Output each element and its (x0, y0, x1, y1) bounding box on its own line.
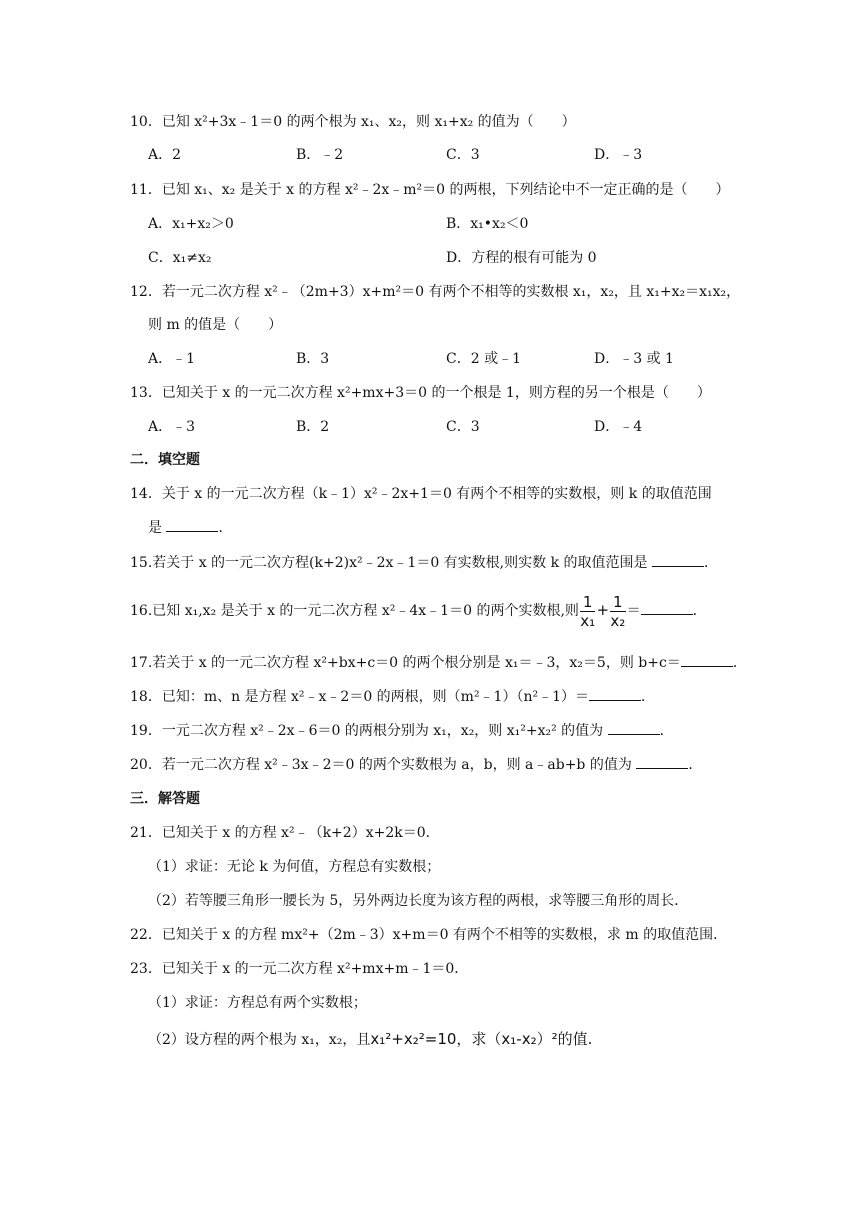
q12-option-a: A．﹣1 (148, 351, 196, 367)
q13-option-c: C．3 (446, 419, 480, 435)
q10-option-d: D．﹣3 (594, 147, 643, 163)
q12-option-d: D．﹣3 或 1 (594, 351, 674, 367)
question-18 (130, 687, 655, 707)
q16-fraction-2 (610, 593, 626, 630)
q16-numerator-2: 1 (610, 593, 626, 612)
q14-line2-text: 是 (148, 520, 162, 536)
q11-option-d: D．方程的根有可能为 0 (446, 250, 597, 266)
q12-option-c: C．2 或﹣1 (446, 351, 521, 367)
q18-text: 18．已知：m、n 是方程 x²﹣x﹣2＝0 的两根，则（m²﹣1）（n²﹣1）＝ (130, 689, 590, 705)
question-23-part2 (148, 1029, 592, 1050)
question-13-stem: 13．已知关于 x 的一元二次方程 x²+mx+3＝0 的一个根是 1，则方程的另一个根是（ ） (130, 385, 711, 401)
q10-option-b: B．﹣2 (296, 147, 344, 163)
q13-option-b: B．2 (296, 419, 330, 435)
q16-text: 16.已知 x₁,x₂ 是关于 x 的一元二次方程 x²﹣4x﹣1＝0 的两个实数根,则 (130, 603, 579, 619)
q20-text: 20．若一元二次方程 x²﹣3x﹣2＝0 的两个实数根为 a，b，则 a﹣ab+b 的值为 (130, 757, 632, 773)
q10-option-a: A．2 (148, 147, 182, 163)
q19-text: 19．一元二次方程 x²﹣2x﹣6＝0 的两根分别为 x₁，x₂，则 x₁²+x₂² 的值为 (130, 723, 604, 739)
q12-option-b: B．3 (296, 351, 330, 367)
q23-part2-formula: x₁²+x₂²=10，求（x₁-x₂）²的值. (370, 1030, 593, 1048)
q14-answer-blank (166, 519, 218, 532)
q20-answer-blank (636, 756, 688, 769)
q11-option-a: A．x₁+x₂＞0 (148, 216, 234, 232)
q18-answer-blank (589, 688, 641, 701)
q14-end: ． (218, 520, 233, 536)
question-19 (130, 721, 674, 741)
q19-end: ． (659, 723, 674, 739)
q16-end: ． (692, 603, 707, 619)
question-16 (130, 588, 707, 633)
q17-text: 17.若关于 x 的一元二次方程 x²+bx+c＝0 的两个根分别是 x₁＝﹣3，x₂＝5，则 b+c＝ (130, 655, 681, 671)
question-23-part1: （1）求证：方程总有两个实数根； (148, 995, 367, 1011)
question-21-part2: （2）若等腰三角形一腰长为 5，另外两边长度为该方程的两根，求等腰三角形的周长． (148, 893, 689, 909)
question-12-stem-line1: 12．若一元二次方程 x²﹣（2m+3）x+m²＝0 有两个不相等的实数根 x₁，x₂，且 x₁+x₂＝x₁x₂， (130, 284, 741, 300)
q13-option-d: D．﹣4 (594, 419, 643, 435)
q19-answer-blank (608, 722, 660, 735)
question-12-stem-line2: 则 m 的值是（ ） (148, 317, 283, 333)
question-15 (130, 553, 718, 573)
question-11-stem: 11．已知 x₁、x₂ 是关于 x 的方程 x²﹣2x﹣m²＝0 的两根，下列结论中不一定正确的是（ ） (130, 182, 730, 198)
q15-answer-blank (652, 554, 704, 567)
question-21-stem: 21．已知关于 x 的方程 x²﹣（k+2）x+2k＝0． (130, 825, 440, 841)
q10-option-c: C．3 (446, 147, 480, 163)
q16-denominator-2: x₂ (610, 611, 626, 630)
q16-denominator-1: x₁ (580, 611, 596, 630)
q23-part2-prefix: （2）设方程的两个根为 x₁，x₂，且 (148, 1032, 371, 1048)
q16-numerator-1: 1 (580, 593, 596, 612)
question-20 (130, 755, 702, 775)
q13-option-a: A．﹣3 (148, 419, 196, 435)
q16-plus: + (596, 601, 610, 619)
q16-fraction-1 (580, 593, 596, 630)
q20-end: ． (688, 757, 703, 773)
q11-option-b: B．x₁•x₂＜0 (446, 216, 529, 232)
question-22-stem: 22．已知关于 x 的方程 mx²+（2m﹣3）x+m＝0 有两个不相等的实数根，求 m 的取值范围． (130, 927, 728, 943)
question-21-part1: （1）求证：无论 k 为何值，方程总有实数根； (148, 859, 441, 875)
q15-text: 15.若关于 x 的一元二次方程(k+2)x²﹣2x﹣1＝0 有实数根,则实数 k 的取值范围是 (130, 555, 648, 571)
q18-end: ． (641, 689, 656, 705)
q15-end: ． (703, 555, 718, 571)
q11-option-c: C．x₁≠x₂ (148, 250, 212, 266)
section-answer-title: 三．解答题 (130, 791, 200, 807)
question-23-stem: 23．已知关于 x 的一元二次方程 x²+mx+m﹣1＝0． (130, 961, 469, 977)
question-10-stem: 10．已知 x²+3x﹣1＝0 的两个根为 x₁、x₂，则 x₁+x₂ 的值为（ ） (130, 114, 576, 130)
q17-end: ． (732, 655, 747, 671)
question-17 (130, 653, 747, 673)
q16-equals: ＝ (626, 603, 641, 619)
question-14-line1: 14．关于 x 的一元二次方程（k﹣1）x²﹣2x+1＝0 有两个不相等的实数根，则 k 的取值范围 (130, 486, 712, 502)
q17-answer-blank (681, 654, 733, 667)
section-fill-in-title: 二．填空题 (130, 452, 200, 468)
q16-answer-blank (641, 602, 693, 615)
question-14-line2 (148, 518, 232, 538)
